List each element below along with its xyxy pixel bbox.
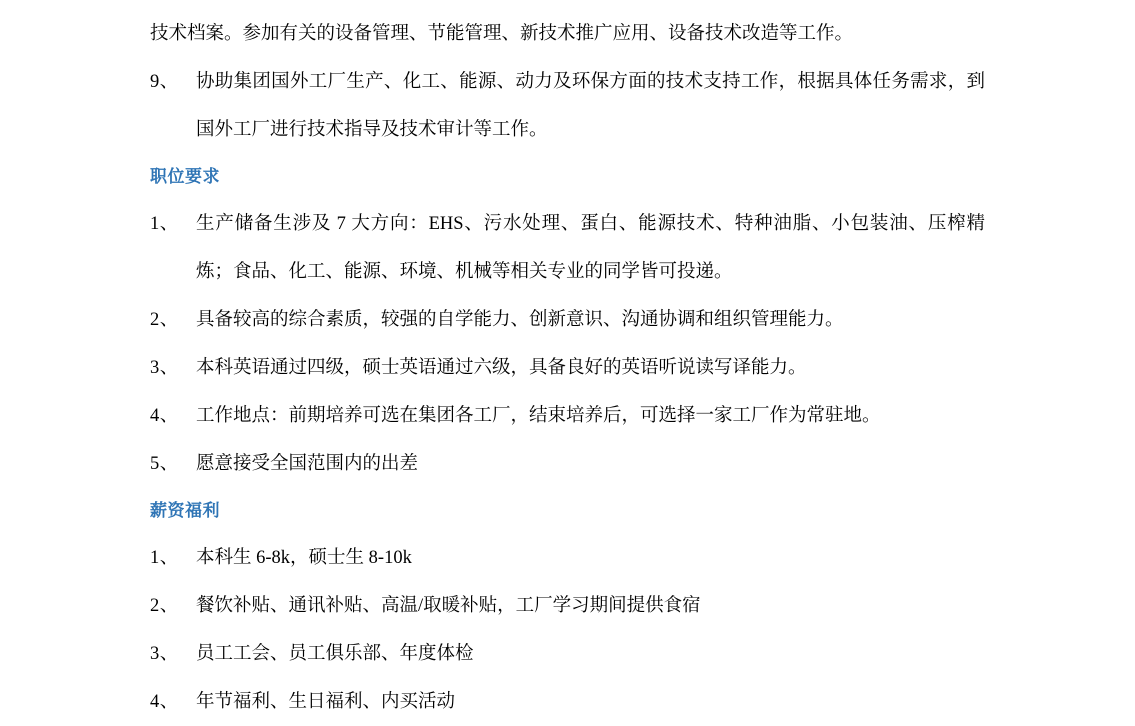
list-marker: 3、 [150,644,179,664]
list-marker: 3、 [150,358,179,378]
list-item [150,582,985,630]
list-item-text: 年节福利、生日福利、内买活动 [196,692,456,712]
list-item-text: 本科生 6-8k，硕士生 8-10k [196,548,412,568]
continuation-paragraph: 技术档案。参加有关的设备管理、节能管理、新技术推广应用、设备技术改造等工作。 [150,24,854,44]
list-marker: 1、 [150,548,179,568]
list-item [150,58,985,154]
list-item [150,392,985,440]
list-item [150,440,985,488]
list-marker: 2、 [150,310,179,330]
list-item-text: 生产储备生涉及 7 大方向：EHS、污水处理、蛋白、能源技术、特种油脂、小包装油、压榨精炼；食品、化工、能源、环境、机械等相关专业的同学皆可投递。 [196,214,985,282]
list-item-text: 工作地点：前期培养可选在集团各工厂，结束培养后，可选择一家工厂作为常驻地。 [196,406,881,426]
list-item [150,678,985,726]
list-item-text: 协助集团国外工厂生产、化工、能源、动力及环保方面的技术支持工作，根据具体任务需求，到国外工厂进行技术指导及技术审计等工作。 [196,72,985,140]
list-item [150,296,985,344]
list-marker: 2、 [150,596,179,616]
list-item-text: 员工工会、员工俱乐部、年度体检 [196,644,474,664]
list-item-text: 餐饮补贴、通讯补贴、高温/取暖补贴，工厂学习期间提供食宿 [196,596,701,616]
list-marker: 1、 [150,214,179,234]
list-item-text: 具备较高的综合素质，较强的自学能力、创新意识、沟通协调和组织管理能力。 [196,310,844,330]
section-heading-salary-benefits: 薪资福利 [150,501,220,520]
list-marker: 4、 [150,406,179,426]
list-item [150,200,985,296]
list-item [150,630,985,678]
list-item [150,534,985,582]
list-item-text: 愿意接受全国范围内的出差 [196,454,419,474]
section-heading-requirements: 职位要求 [150,167,220,186]
list-item [150,344,985,392]
list-marker: 9、 [150,72,179,92]
list-marker: 4、 [150,692,179,712]
list-item-text: 本科英语通过四级，硕士英语通过六级，具备良好的英语听说读写译能力。 [196,358,807,378]
list-marker: 5、 [150,454,179,474]
